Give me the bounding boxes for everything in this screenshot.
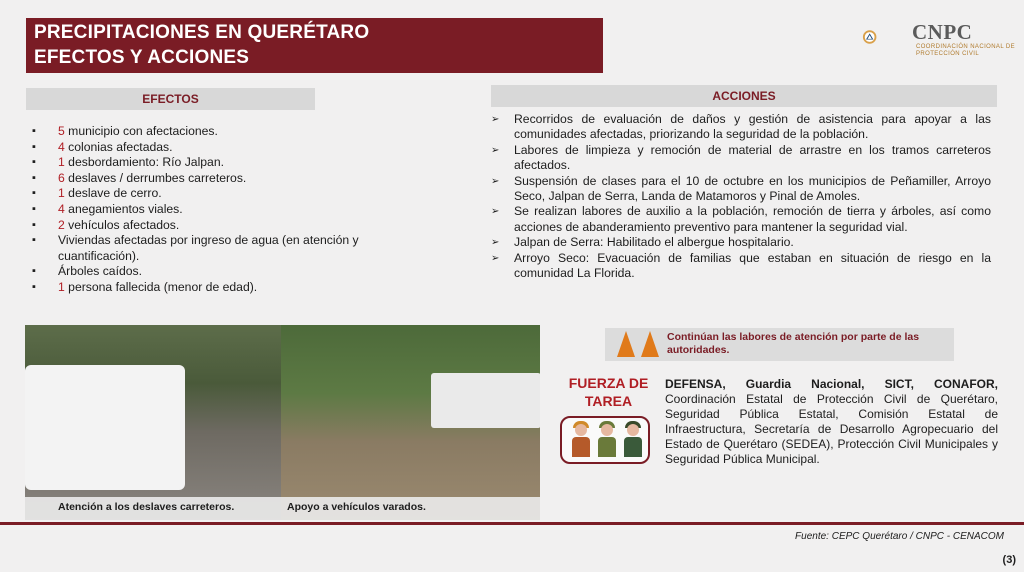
logo-subtitle: COORDINACIÓN NACIONAL DE PROTECCIÓN CIVIL [916,44,1016,57]
list-item: ➢ Arroyo Seco: Evacuación de familias que estaban en situación de riesgo en la comunidad La Florida. [491,251,991,282]
list-item: ▪ 5 municipio con afectaciones. [32,124,412,140]
source-note: Fuente: CEPC Querétaro / CNPC - CENACOM [795,531,1004,542]
info-text: Continúan las labores de atención por parte de las autoridades. [667,331,920,356]
cnpc-emblem-icon [862,14,908,60]
photo-caption-2: Apoyo a vehículos varados. [287,501,426,513]
list-item: ▪ 6 deslaves / derrumbes carreteros. [32,171,412,187]
acciones-list [491,112,991,281]
pickup-truck-image [25,365,185,490]
page-title: PRECIPITACIONES EN QUERÉTARO [34,22,370,43]
cargo-truck-image [431,373,540,428]
info-banner [605,328,954,361]
photo-caption-1: Atención a los deslaves carreteros. [58,501,235,513]
title-banner [26,18,603,73]
soldier-icon [596,424,618,458]
list-item: ▪ 4 anegamientos viales. [32,202,412,218]
list-item: ➢ Recorridos de evaluación de daños y gestión de asistencia para apoyar a las comunidades afectadas, priorizando la seguridad de la población. [491,112,991,143]
firefighter-icon [570,424,592,458]
list-item: ➢ Suspensión de clases para el 10 de octubre en los municipios de Peñamiller, Arroyo Seco, Jalpan de Serra, Landa de Matamoros y Pinal de Amoles. [491,174,991,205]
efectos-list [32,124,412,296]
task-force-title: FUERZA DE TAREA [568,375,649,409]
list-item: ➢ Jalpan de Serra: Habilitado el albergue hospitalario. [491,235,991,250]
list-item: ▪ Viviendas afectadas por ingreso de agua (en atención y cuantificación). [32,233,412,264]
list-item: ➢ Labores de limpieza y remoción de material de arrastre en los tramos carreteros afectados. [491,143,991,174]
list-item: ▪ 1 desbordamiento: Río Jalpan. [32,155,412,171]
guard-icon [622,424,644,458]
efectos-header: EFECTOS [26,88,315,110]
list-item: ▪ 2 vehículos afectados. [32,218,412,234]
task-force-text: DEFENSA, Guardia Nacional, SICT, CONAFOR, Coordinación Estatal de Protección Civil de Querétaro, Seguridad Pública Estatal, Comisión Estatal de Infraestructura, Secretaría de Desarrollo Agropecuario del Estado de Querétaro (SEDEA), Protección Civil Municipales y Seguridad Pública Municipal. [665,377,998,466]
photo-stranded-vehicles [281,325,540,520]
acciones-header: ACCIONES [491,85,997,107]
traffic-cone-icon [617,331,635,357]
photo-landslide [25,325,281,520]
list-item: ▪ 1 persona fallecida (menor de edad). [32,280,412,296]
page-number: (3) [1002,554,1016,566]
footer-divider [0,522,1024,525]
list-item: ▪ Árboles caídos. [32,264,412,280]
photo-panel [25,325,540,520]
logo-name: CNPC [912,20,973,44]
task-force-icons [560,416,650,464]
photo-captions [25,497,540,520]
page-subtitle: EFECTOS Y ACCIONES [34,47,250,68]
list-item: ➢ Se realizan labores de auxilio a la población, remoción de tierra y árboles, así como acciones de abanderamiento preventivo para mantener la seguridad vial. [491,204,991,235]
list-item: ▪ 4 colonias afectadas. [32,140,412,156]
list-item: ▪ 1 deslave de cerro. [32,186,412,202]
traffic-cone-icon [641,331,659,357]
